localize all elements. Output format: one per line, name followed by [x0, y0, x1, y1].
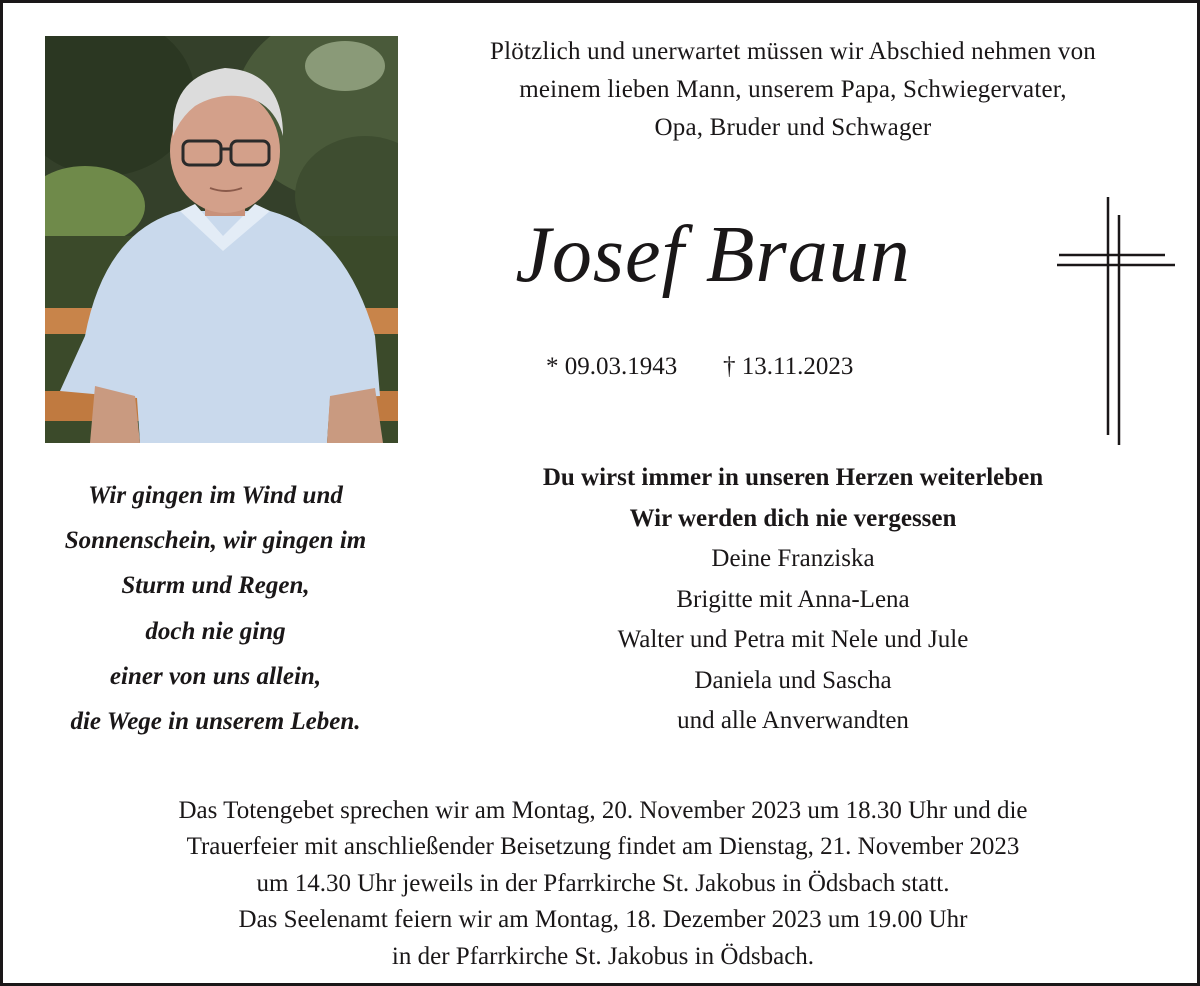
intro-text — [403, 33, 1183, 147]
farewell-section — [443, 458, 1143, 742]
poem-line: die Wege in unserem Leben. — [70, 708, 361, 736]
poem-line: Wir gingen im Wind und — [88, 482, 343, 509]
announcement-line: Das Seelenamt feiern wir am Montag, 18. Dezember 2023 um 19.00 Uhr — [238, 906, 968, 934]
announcement-line: in der Pfarrkirche St. Jakobus in Ödsbach. — [391, 942, 815, 970]
intro-line: Opa, Bruder und Schwager — [654, 114, 932, 141]
poem-line: doch nie ging — [145, 617, 286, 645]
announcement-line: Das Totengebet sprechen wir am Montag, 20. November 2023 um 18.30 Uhr und die — [178, 797, 1028, 824]
cross-icon — [1055, 195, 1177, 447]
intro-line: Plötzlich und unerwartet müssen wir Abschied nehmen von — [489, 38, 1097, 65]
portrait-photo — [45, 36, 398, 443]
mourner-line: Brigitte mit Anna-Lena — [676, 585, 910, 613]
mourner-line: Walter und Petra mit Nele und Jule — [617, 626, 969, 653]
announcement-line: Trauerfeier mit anschließender Beisetzung findet am Dienstag, 21. November 2023 — [186, 833, 1020, 861]
farewell-line: Du wirst immer in unseren Herzen weiterleben — [542, 464, 1044, 491]
death-date: † 13.11.2023 — [723, 353, 854, 380]
birth-date: * 09.03.1943 — [546, 353, 678, 380]
mourner-line: Daniela und Sascha — [694, 666, 892, 694]
poem — [23, 473, 408, 744]
mourner-line: Deine Franziska — [711, 545, 875, 572]
farewell-line: Wir werden dich nie vergessen — [629, 504, 957, 532]
service-announcement — [63, 793, 1143, 975]
deceased-name: Josef Braun — [515, 211, 911, 299]
poem-line: Sturm und Regen, — [121, 572, 310, 600]
mourner-line: und alle Anverwandten — [677, 707, 909, 734]
poem-line: einer von uns allein, — [109, 662, 322, 690]
intro-line: meinem lieben Mann, unserem Papa, Schwiegervater, — [519, 76, 1067, 103]
announcement-line: um 14.30 Uhr jeweils in der Pfarrkirche St. Jakobus in Ödsbach statt. — [256, 869, 950, 897]
poem-line: Sonnenschein, wir gingen im — [64, 527, 367, 555]
